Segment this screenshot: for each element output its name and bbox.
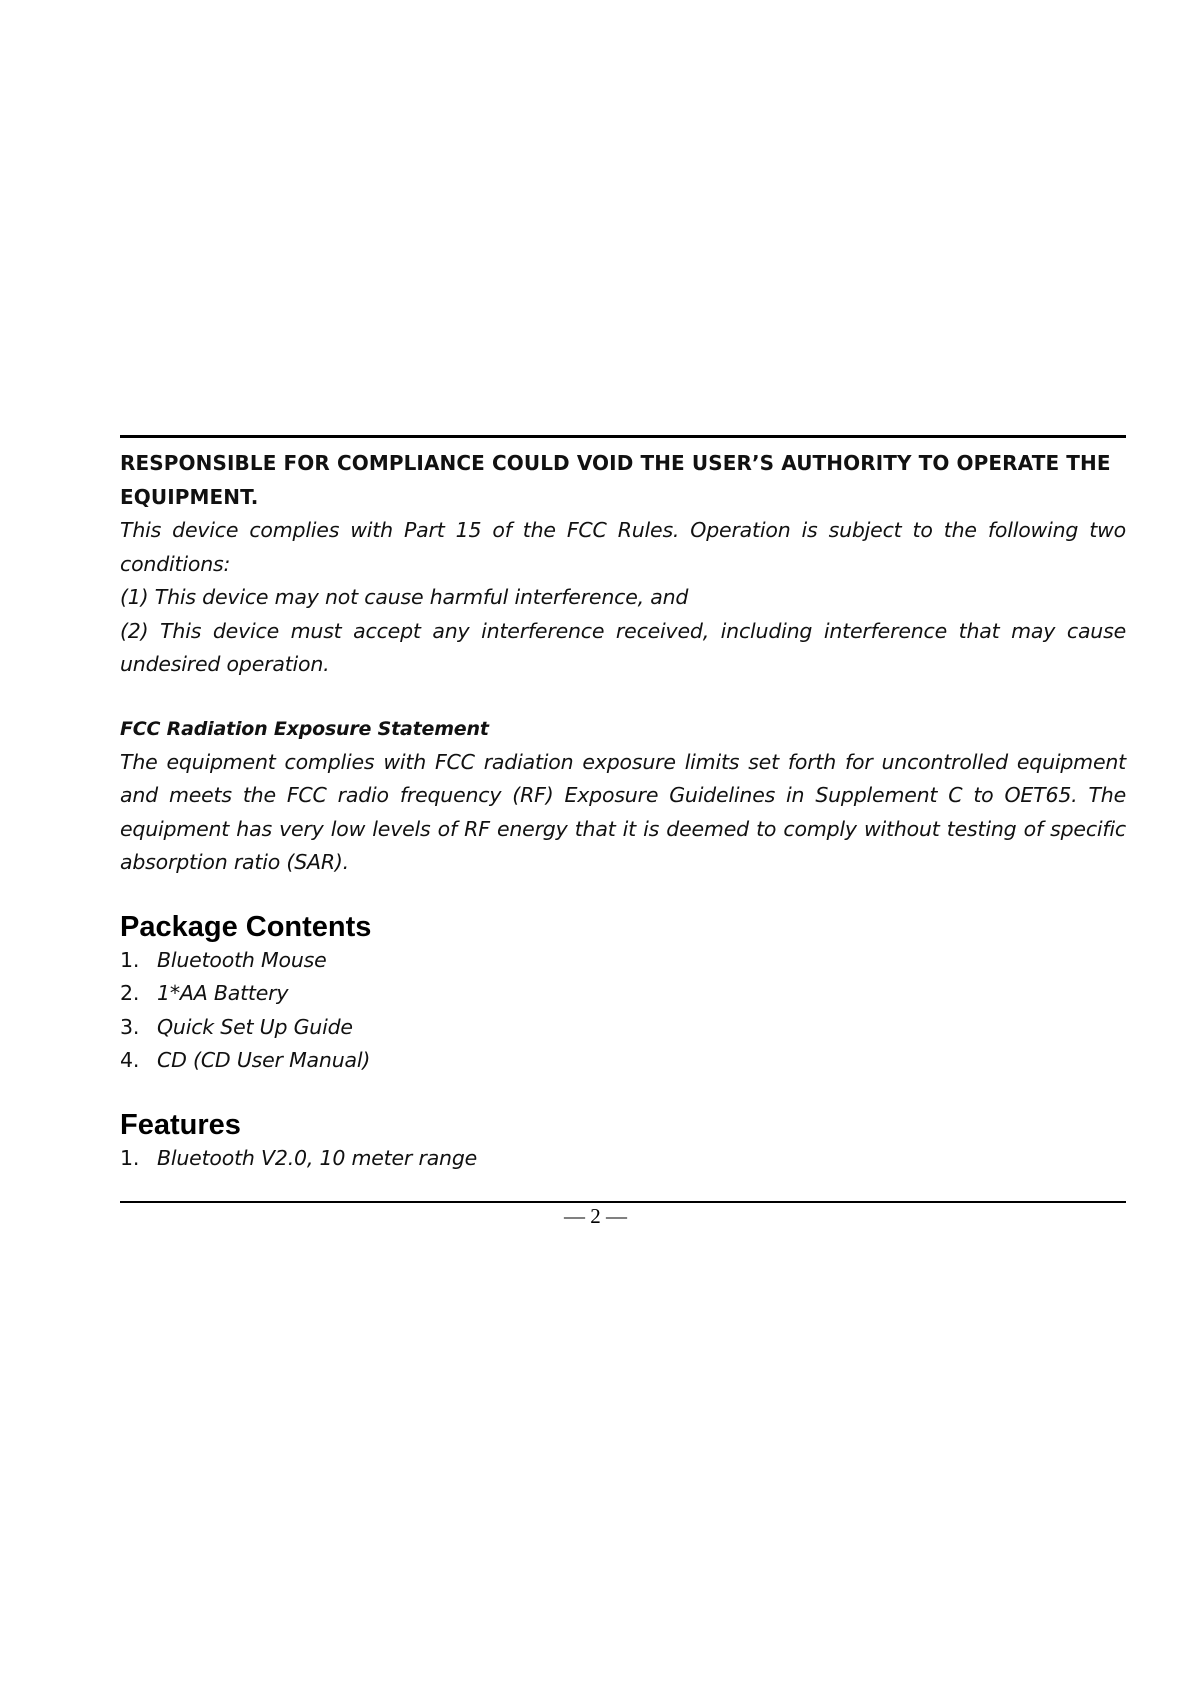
list-item <box>120 1142 1126 1176</box>
radiation-statement: The equipment complies with FCC radiation exposure limits set forth for uncontrolled equipment and meets the FCC radio frequency (RF) Exposure Guidelines in Supplement C to OET65. The equipment has very low levels of RF energy that it is deemed to comply without testing of specific absorption ratio (SAR). <box>120 749 1126 874</box>
package-contents-list <box>120 944 1126 1078</box>
compliance-warning: RESPONSIBLE FOR COMPLIANCE COULD VOID THE USER’S AUTHORITY TO OPERATE THE EQUIPMENT. <box>120 451 1111 509</box>
list-item <box>120 1011 1126 1045</box>
features-title: Features <box>120 1108 241 1141</box>
fcc-condition-1: (1) This device may not cause harmful interference, and <box>120 585 689 609</box>
fcc-condition-2: (2) This device must accept any interference received, including interference that may cause undesired operation. <box>120 618 1126 676</box>
fcc-part15-statement: This device complies with Part 15 of the FCC Rules. Operation is subject to the following two conditions: <box>120 518 1126 576</box>
list-item-text: Bluetooth V2.0, 10 meter range <box>157 1145 478 1170</box>
list-item-text: CD (CD User Manual) <box>157 1048 371 1072</box>
page-number: — 2 — <box>564 1204 627 1228</box>
list-item-number: 1. <box>120 947 140 972</box>
package-contents-title: Package Contents <box>120 910 372 943</box>
page-content <box>120 435 1126 1175</box>
list-item-text: Bluetooth Mouse <box>157 947 327 972</box>
list-item-number: 3. <box>120 1014 140 1039</box>
list-item-text: 1*AA Battery <box>157 981 289 1005</box>
list-item <box>120 944 1126 978</box>
list-item-number: 2. <box>120 981 140 1005</box>
radiation-heading: FCC Radiation Exposure Statement <box>120 717 489 740</box>
list-item-text: Quick Set Up Guide <box>157 1014 353 1039</box>
list-item-number: 1. <box>120 1145 140 1170</box>
list-item-number: 4. <box>120 1048 140 1072</box>
list-item <box>120 977 1126 1011</box>
list-item <box>120 1044 1126 1078</box>
features-list <box>120 1142 1126 1176</box>
